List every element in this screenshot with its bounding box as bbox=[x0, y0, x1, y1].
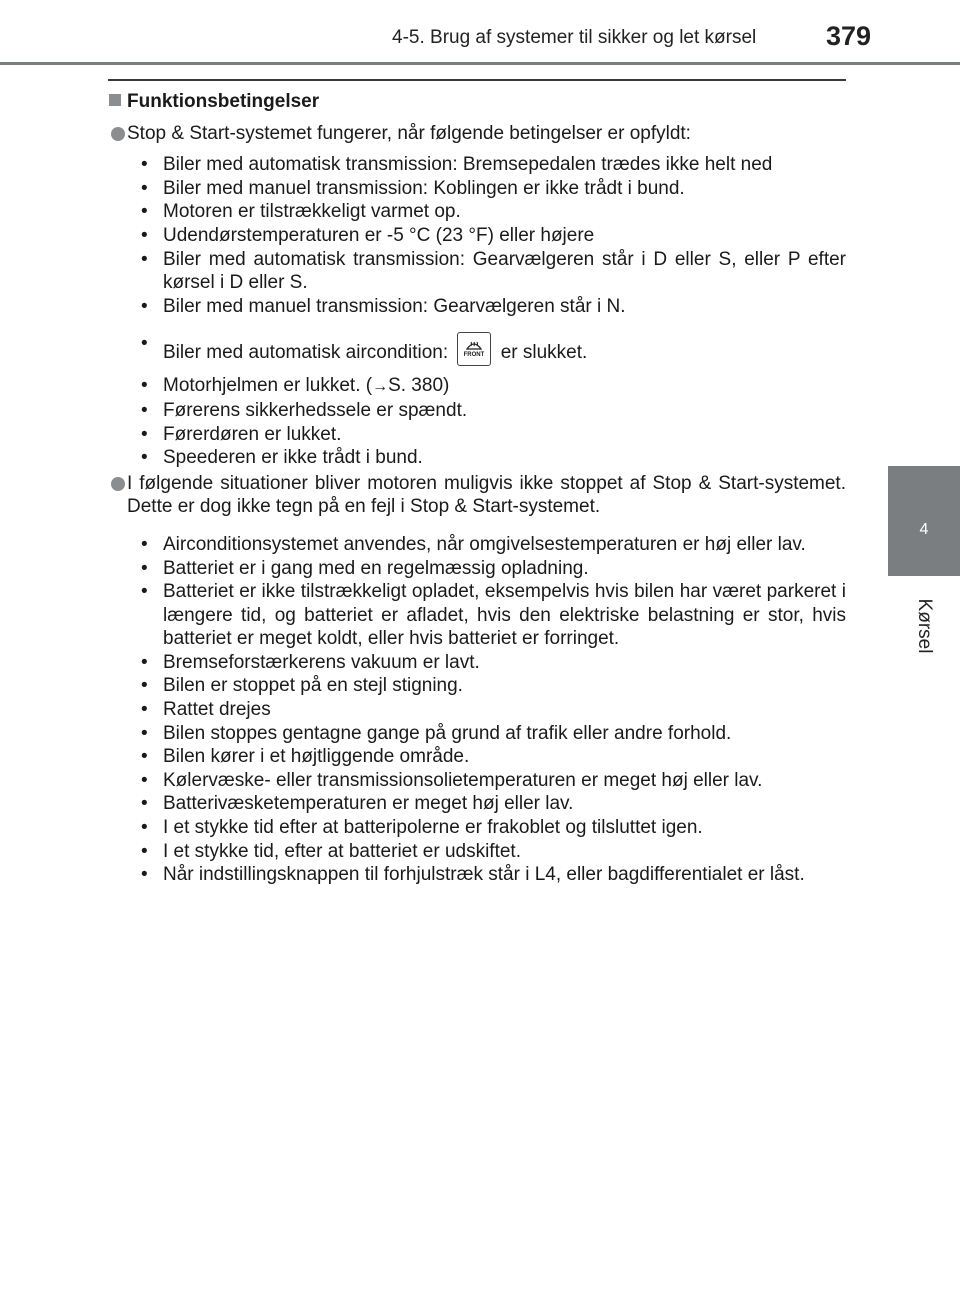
front-defroster-icon bbox=[457, 332, 491, 366]
list-item: • I et stykke tid, efter at batteriet er udskiftet. bbox=[141, 840, 846, 864]
page-content bbox=[109, 90, 846, 895]
section-heading bbox=[109, 90, 846, 114]
list-item: • Bilen kører i et højtliggende område. bbox=[141, 745, 846, 769]
circle-bullet-icon bbox=[111, 477, 125, 491]
list-item: • Førerdøren er lukket. bbox=[141, 423, 846, 447]
square-bullet-icon bbox=[109, 94, 121, 106]
list-item: • Bremseforstærkerens vakuum er lavt. bbox=[141, 651, 846, 675]
condition-intro: Stop & Start-systemet fungerer, når følgende betingelser er opfyldt: bbox=[127, 122, 691, 144]
running-header-title: 4-5. Brug af systemer til sikker og let kørsel bbox=[392, 27, 757, 48]
list-item-aircon bbox=[141, 332, 846, 366]
list-item: • Speederen er ikke trådt i bund. bbox=[141, 446, 846, 470]
list-item: • Bilen stoppes gentagne gange på grund af trafik eller andre forhold. bbox=[141, 722, 846, 746]
list-item: • Biler med manuel transmission: Koblingen er ikke trådt i bund. bbox=[141, 177, 846, 201]
list-item: • Batterivæsketemperaturen er meget høj eller lav. bbox=[141, 792, 846, 816]
chapter-label: Kørsel bbox=[914, 598, 935, 654]
hood-text: Motorhjelmen er lukket. ( bbox=[163, 375, 373, 397]
list-item: • Biler med manuel transmission: Gearvælgeren står i N. bbox=[141, 295, 846, 319]
list-item: • Rattet drejes bbox=[141, 698, 846, 722]
condition-bullet bbox=[109, 122, 846, 146]
header-divider bbox=[0, 62, 960, 65]
section-divider bbox=[108, 79, 846, 81]
aircon-text-after: er slukket. bbox=[500, 342, 588, 364]
exception-intro: I følgende situationer bliver motoren muligvis ikke stoppet af Stop & Start-systemet. Dette er dog ikke tegn på en fejl i Stop & Start-systemet. bbox=[127, 472, 846, 518]
operating-conditions-list bbox=[109, 153, 846, 470]
list-item: • Airconditionsystemet anvendes, når omgivelsestemperaturen er høj eller lav. bbox=[141, 533, 846, 557]
list-item: • Batteriet er i gang med en regelmæssig opladning. bbox=[141, 557, 846, 581]
page-number: 379 bbox=[826, 21, 872, 51]
list-item: • Kølervæske- eller transmissionsolietemperaturen er meget høj eller lav. bbox=[141, 769, 846, 793]
chapter-tab-label-area bbox=[888, 576, 960, 672]
page-reference-link[interactable]: S. 380) bbox=[388, 375, 450, 397]
list-item: • I et stykke tid efter at batteripolerne er frakoblet og tilsluttet igen. bbox=[141, 816, 846, 840]
chapter-number: 4 bbox=[919, 521, 929, 538]
circle-bullet-icon bbox=[111, 127, 125, 141]
list-item: • Bilen er stoppet på en stejl stigning. bbox=[141, 674, 846, 698]
list-item: • Biler med automatisk transmission: Gearvælgeren står i D eller S, eller P efter kørsel i D eller S. bbox=[141, 248, 846, 295]
exception-situations-list bbox=[109, 533, 846, 887]
list-item: • Biler med automatisk transmission: Bremsepedalen trædes ikke helt ned bbox=[141, 153, 846, 177]
section-heading-text: Funktionsbetingelser bbox=[127, 91, 320, 112]
chapter-tab bbox=[888, 466, 960, 576]
front-icon-label: FRONT bbox=[463, 352, 485, 359]
list-item: • Batteriet er ikke tilstrækkeligt opladet, eksempelvis hvis bilen har været parkeret i længere tid, og batteriet er afladet, hvis den elektriske belastning er stor, hvis batteriet er meget koldt, eller hvis batteriet er forringet. bbox=[141, 580, 846, 651]
list-item: • Førerens sikkerhedssele er spændt. bbox=[141, 399, 846, 423]
list-item-hood bbox=[141, 374, 846, 399]
aircon-text-before: Biler med automatisk aircondition: bbox=[163, 342, 449, 364]
reference-arrow-icon: → bbox=[372, 378, 389, 396]
exception-bullet bbox=[109, 472, 846, 519]
list-item: • Når indstillingsknappen til forhjulstræk står i L4, eller bagdifferentialet er låst. bbox=[141, 863, 846, 887]
list-item: • Udendørstemperaturen er -5 °C (23 °F) eller højere bbox=[141, 224, 846, 248]
list-item: • Motoren er tilstrækkeligt varmet op. bbox=[141, 200, 846, 224]
